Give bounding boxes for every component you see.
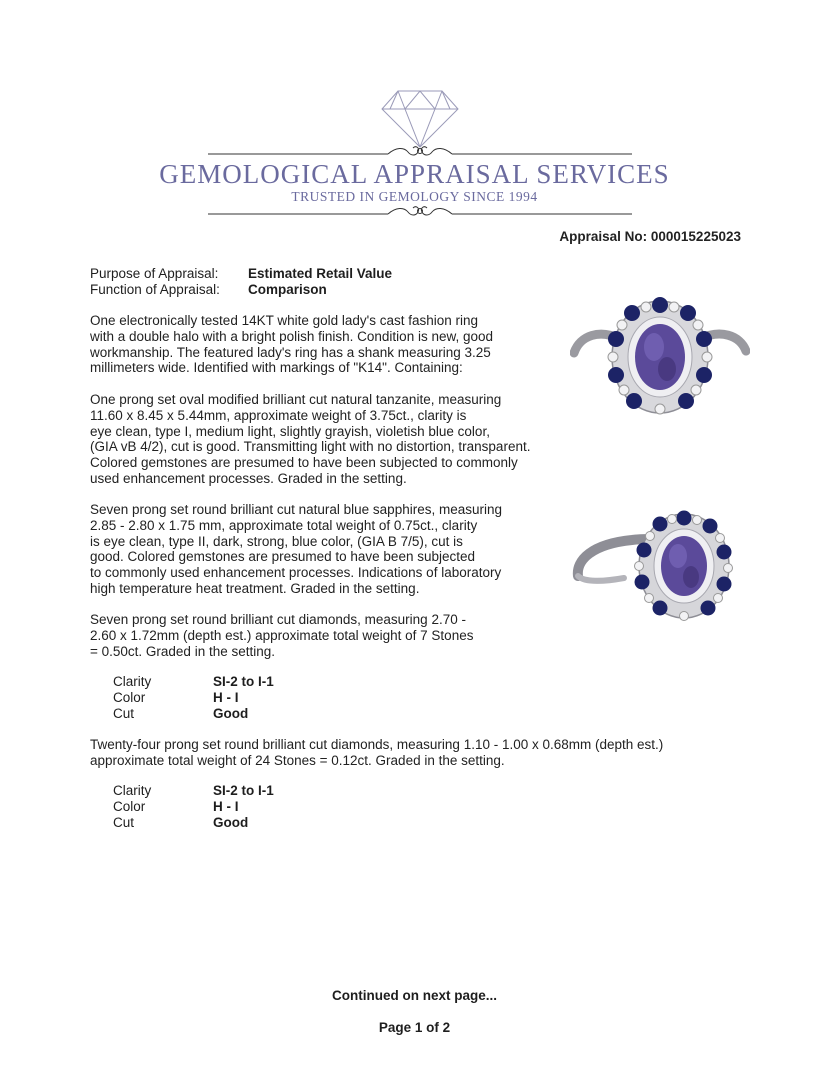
diamonds-seven-paragraph: Seven prong set round brilliant cut diamonds, measuring 2.70 - 2.60 x 1.72mm (depth est.) approximate total weight of 7 Stones = 0.50ct. Graded in the setting. (90, 612, 474, 659)
purpose-value: Estimated Retail Value (248, 266, 393, 281)
ring-photo-side-view (572, 510, 752, 625)
clarity-row: Clarity SI-2 to I-1 (113, 674, 274, 689)
continued-note: Continued on next page... (332, 988, 497, 1003)
appraisal-meta (90, 266, 392, 298)
purpose-label: Purpose of Appraisal: (90, 266, 219, 281)
grade-table-twentyfour (113, 783, 274, 830)
diamonds-twentyfour-paragraph: Twenty-four prong set round brilliant cut diamonds, measuring 1.10 - 1.00 x 0.68mm (depth est.) approximate total weight of 24 Stones = 0.12ct. Graded in the setting. (90, 737, 664, 768)
color-row: Color H - I (113, 689, 239, 705)
page-number: Page 1 of 2 (378, 1020, 451, 1035)
purpose-row (90, 266, 392, 282)
grade-table-seven (113, 674, 274, 721)
function-label: Function of Appraisal: (90, 282, 220, 297)
diamond-icon (382, 91, 458, 147)
tanzanite-paragraph: One prong set oval modified brilliant cut natural tanzanite, measuring 11.60 x 8.45 x 5.44mm, approximate weight of 3.75ct., clarity is eye clean, type I, medium light, slightly grayish, violetish blue color, (GIA vB 4/2), cut is good. Transmitting light with no distortion, transparent. Colored gemstones are presumed to have been subjected to commonly used enhancement processes. Graded in the setting. (90, 392, 531, 486)
function-value: Comparison (248, 282, 327, 297)
bottom-ornament-divider (208, 207, 632, 215)
tanzanite-stone (661, 536, 707, 596)
sapphire-paragraph: Seven prong set round brilliant cut natural blue sapphires, measuring 2.85 - 2.80 x 1.75 mm, approximate total weight of 0.75ct., clarity is eye clean, type II, dark, strong, blue color, (GIA B 7/5), cut is good. Colored gemstones are presumed to have been subjected to commonly used enhancement processes. Indications of laboratory high temperature heat treatment. Graded in the setting. (90, 502, 502, 596)
ring-photo-top-view (570, 295, 750, 420)
function-row (90, 282, 392, 298)
intro-paragraph: One electronically tested 14KT white gold lady's cast fashion ring with a double halo with a bright polish finish. Condition is new, good workmanship. The featured lady's ring has a shank measuring 3.25 millimeters wide. Identified with markings of "K14". Containing: (90, 313, 494, 376)
color-row: Color H - I (113, 798, 239, 814)
cut-row: Cut Good (113, 705, 249, 721)
company-name: GEMOLOGICAL APPRAISAL SERVICES (159, 159, 670, 189)
appraisal-number: Appraisal No: 000015225023 (559, 229, 741, 244)
company-tagline: TRUSTED IN GEMOLOGY SINCE 1994 (291, 189, 538, 204)
company-logo (0, 85, 829, 225)
top-ornament-divider (208, 147, 632, 155)
clarity-row: Clarity SI-2 to I-1 (113, 783, 274, 798)
cut-row: Cut Good (113, 814, 249, 830)
